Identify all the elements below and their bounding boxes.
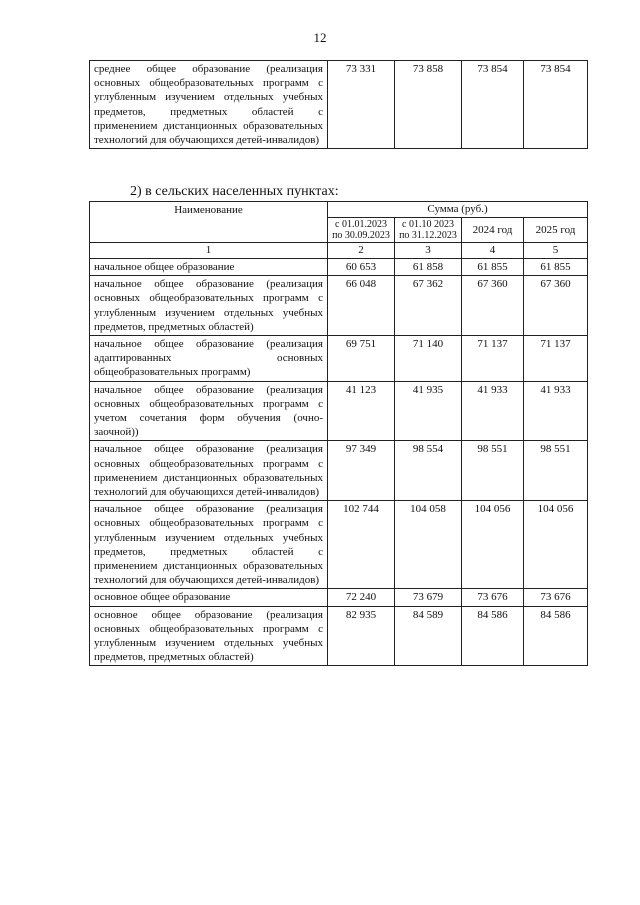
period2-line2: по 31.12.2023: [399, 230, 457, 241]
year2025-header: 2025 год: [524, 218, 588, 243]
row-value: 73 854: [524, 61, 588, 149]
table-header-row: [90, 202, 588, 218]
row-value: 84 589: [395, 606, 462, 666]
row-value: 73 676: [462, 589, 524, 606]
row-value: 41 935: [395, 381, 462, 441]
period1-line2: по 30.09.2023: [332, 230, 390, 241]
row-name: начальное общее образование (реализация основных общеобразовательных программ с применением дистанционных образовательных технологий для обучающихся детей-инвалидов): [90, 441, 328, 501]
row-value: 102 744: [328, 501, 395, 589]
row-value: 98 551: [462, 441, 524, 501]
period1-header: [328, 218, 395, 243]
table-row: [90, 336, 588, 382]
row-value: 67 360: [462, 276, 524, 336]
row-value: 71 140: [395, 336, 462, 382]
row-value: 84 586: [524, 606, 588, 666]
row-value: 41 933: [462, 381, 524, 441]
sum-column-header: Сумма (руб.): [328, 202, 588, 218]
table-row: [90, 61, 588, 149]
name-column-header: Наименование: [90, 202, 328, 243]
row-value: 98 554: [395, 441, 462, 501]
period2-header: [395, 218, 462, 243]
row-value: 60 653: [328, 259, 395, 276]
row-value: 73 858: [395, 61, 462, 149]
column-number: 3: [395, 243, 462, 259]
row-value: 82 935: [328, 606, 395, 666]
row-value: 41 933: [524, 381, 588, 441]
column-number: 2: [328, 243, 395, 259]
table-row: [90, 606, 588, 666]
table-row: [90, 381, 588, 441]
table-row: [90, 259, 588, 276]
row-value: 84 586: [462, 606, 524, 666]
row-value: 61 855: [462, 259, 524, 276]
row-value: 73 676: [524, 589, 588, 606]
row-value: 67 362: [395, 276, 462, 336]
row-name: начальное общее образование (реализация адаптированных основных общеобразовательных программ): [90, 336, 328, 382]
row-value: 104 056: [524, 501, 588, 589]
column-number: 4: [462, 243, 524, 259]
row-value: 71 137: [524, 336, 588, 382]
row-value: 104 056: [462, 501, 524, 589]
rural-rates-table: [89, 201, 588, 666]
row-name: среднее общее образование (реализация основных общеобразовательных программ с углубленным изучением отдельных учебных предметов, предметных областей с применением дистанционных образовательных технологий для обучающихся детей-инвалидов): [90, 61, 328, 149]
row-value: 72 240: [328, 589, 395, 606]
row-name: начальное общее образование (реализация основных общеобразовательных программ с учетом сочетания форм обучения (очно-заочной)): [90, 381, 328, 441]
row-value: 98 551: [524, 441, 588, 501]
row-name: основное общее образование: [90, 589, 328, 606]
column-number: 1: [90, 243, 328, 259]
row-value: 61 855: [524, 259, 588, 276]
section-title: 2) в сельских населенных пунктах:: [130, 184, 339, 199]
row-value: 69 751: [328, 336, 395, 382]
year2024-header: 2024 год: [462, 218, 524, 243]
row-name: начальное общее образование (реализация основных общеобразовательных программ с углубленным изучением отдельных учебных предметов, предметных областей с применением дистанционных образовательных технологий для обучающихся детей-инвалидов): [90, 501, 328, 589]
period1-line1: с 01.01.2023: [335, 219, 387, 230]
row-value: 66 048: [328, 276, 395, 336]
page-number: 12: [313, 30, 327, 45]
table-row: [90, 589, 588, 606]
row-value: 61 858: [395, 259, 462, 276]
continued-table: [89, 60, 588, 149]
table-row: [90, 441, 588, 501]
table-row: [90, 276, 588, 336]
row-name: начальное общее образование: [90, 259, 328, 276]
row-value: 104 058: [395, 501, 462, 589]
column-number-row: [90, 243, 588, 259]
row-value: 97 349: [328, 441, 395, 501]
row-value: 73 679: [395, 589, 462, 606]
row-value: 71 137: [462, 336, 524, 382]
row-value: 67 360: [524, 276, 588, 336]
table-row: [90, 501, 588, 589]
row-value: 73 331: [328, 61, 395, 149]
row-name: начальное общее образование (реализация основных общеобразовательных программ с углубленным изучением отдельных учебных предметов, предметных областей): [90, 276, 328, 336]
period2-line1: с 01.10 2023: [402, 219, 454, 230]
row-value: 73 854: [462, 61, 524, 149]
column-number: 5: [524, 243, 588, 259]
row-value: 41 123: [328, 381, 395, 441]
row-name: основное общее образование (реализация основных общеобразовательных программ с углубленным изучением отдельных учебных предметов, предметных областей): [90, 606, 328, 666]
